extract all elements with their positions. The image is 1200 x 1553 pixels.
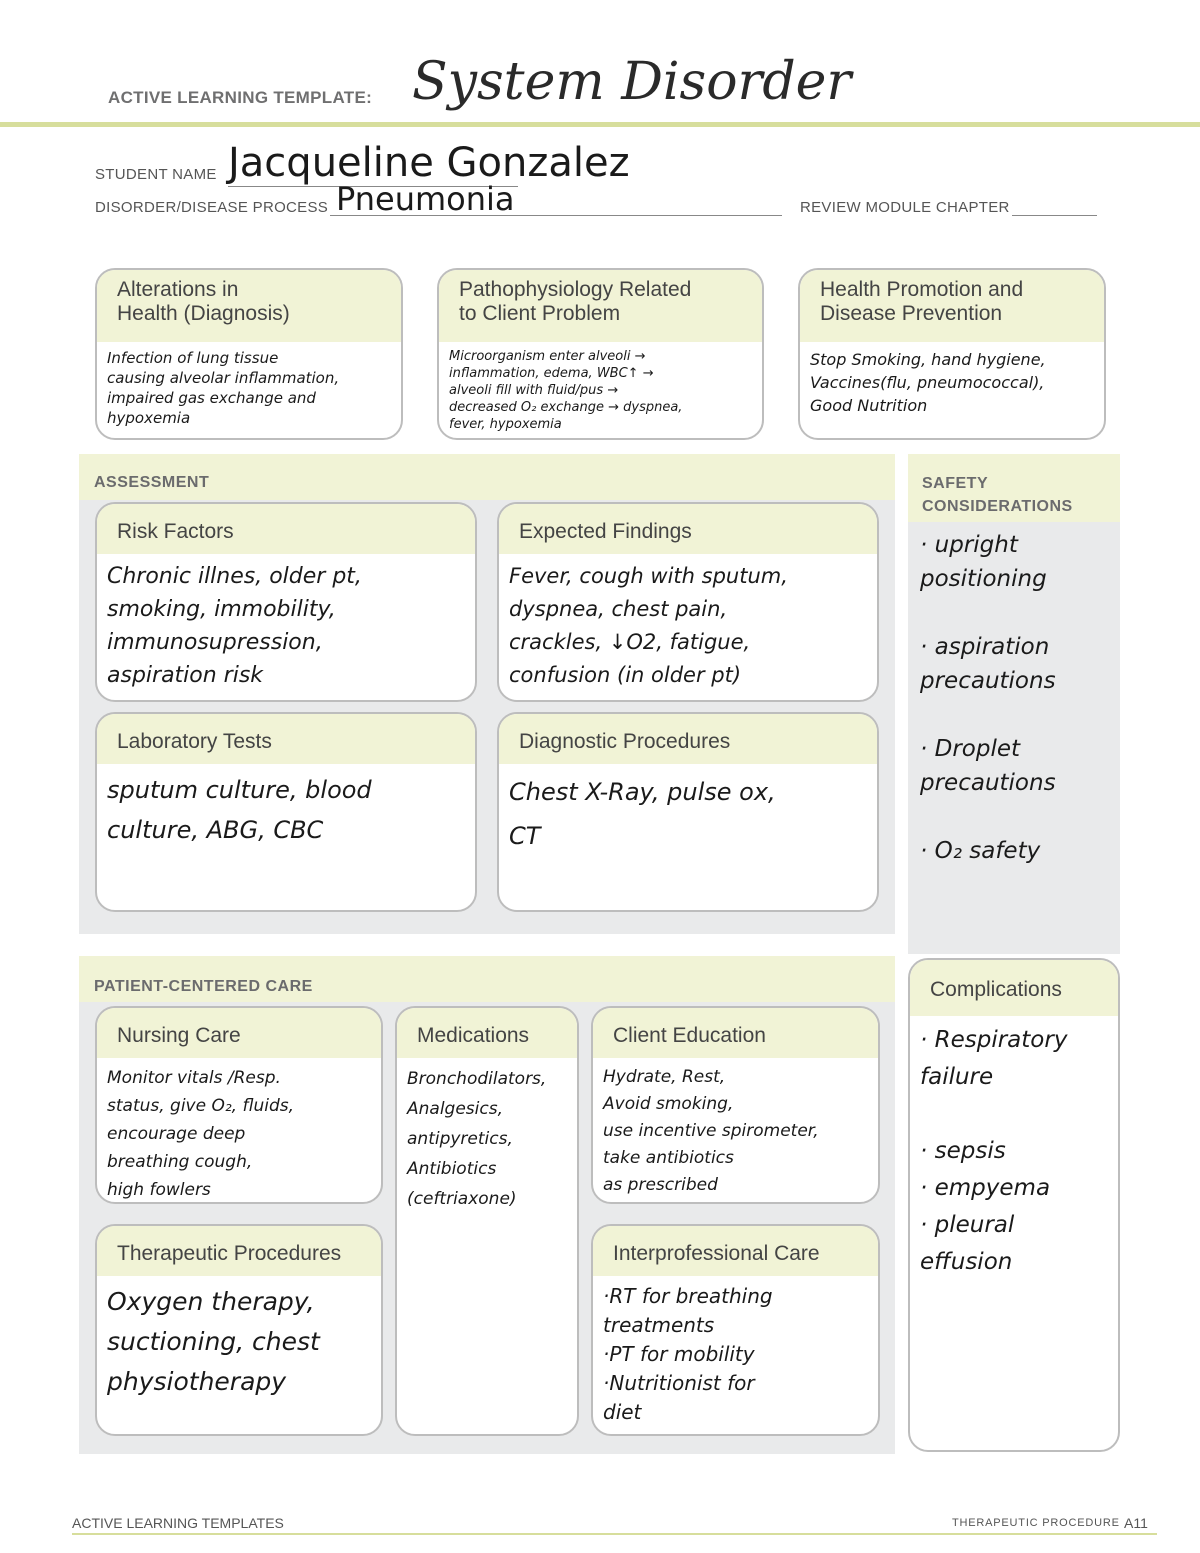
complications-title: Complications	[910, 960, 1118, 1016]
interprofessional-care-content: ·RT for breathing treatments ·PT for mobility ·Nutritionist for diet	[603, 1284, 773, 1424]
client-education-content: Hydrate, Rest, Avoid smoking, use incentive spirometer, take antibiotics as prescribed	[603, 1067, 819, 1195]
safety-label: SAFETY CONSIDERATIONS	[922, 475, 1073, 515]
footer-left: ACTIVE LEARNING TEMPLATES	[72, 1515, 284, 1531]
expected-findings-title: Expected Findings	[499, 504, 877, 554]
footer-rule	[72, 1533, 1157, 1535]
safety-content: · upright positioning · aspiration precautions · Droplet precautions · O₂ safety	[920, 532, 1056, 864]
template-prefix: ACTIVE LEARNING TEMPLATE:	[108, 88, 373, 107]
risk-factors-box	[95, 502, 477, 702]
nursing-care-box	[95, 1006, 383, 1204]
diagnostic-procedures-content: Chest X-Ray, pulse ox, CT	[509, 778, 776, 850]
health-promotion-content: Stop Smoking, hand hygiene, Vaccines(flu, pneumococcal), Good Nutrition	[810, 350, 1046, 415]
risk-factors-title: Risk Factors	[97, 504, 475, 554]
expected-findings-content: Fever, cough with sputum, dyspnea, chest pain, crackles, ↓O2, fatigue, confusion (in older pt)	[509, 564, 788, 687]
alterations-content: Infection of lung tissue causing alveolar inflammation, impaired gas exchange and hypoxemia	[107, 349, 340, 427]
complications-box	[908, 958, 1120, 1452]
review-chapter-label: REVIEW MODULE CHAPTER	[800, 199, 1010, 216]
diagnostic-procedures-title: Diagnostic Procedures	[499, 714, 877, 764]
nursing-care-content: Monitor vitals /Resp. status, give O₂, fluids, encourage deep breathing cough, high fowlers	[107, 1068, 295, 1200]
expected-findings-box	[497, 502, 879, 702]
therapeutic-procedures-box	[95, 1224, 383, 1436]
lab-tests-title: Laboratory Tests	[97, 714, 475, 764]
therapeutic-procedures-content: Oxygen therapy, suctioning, chest physiotherapy	[107, 1287, 320, 1396]
review-chapter-line	[1012, 215, 1097, 216]
client-education-title: Client Education	[593, 1008, 878, 1058]
pathophysiology-box	[437, 268, 764, 440]
header-rule	[0, 122, 1200, 127]
alterations-box	[95, 268, 403, 440]
complications-content: · Respiratory failure · sepsis · empyema · pleural effusion	[920, 1027, 1068, 1275]
medications-content: Bronchodilators, Analgesics, antipyretics, Antibiotics (ceftriaxone)	[407, 1069, 547, 1209]
therapeutic-procedures-title: Therapeutic Procedures	[97, 1226, 381, 1276]
lab-tests-box	[95, 712, 477, 912]
disorder-value: Pneumonia	[336, 180, 515, 218]
medications-title: Medications	[397, 1008, 577, 1058]
patient-care-label: PATIENT-CENTERED CARE	[94, 978, 313, 995]
lab-tests-content: sputum culture, blood culture, ABG, CBC	[107, 776, 372, 844]
client-education-box	[591, 1006, 880, 1204]
nursing-care-title: Nursing Care	[97, 1008, 381, 1058]
footer-right-label: THERAPEUTIC PROCEDURE	[952, 1517, 1120, 1529]
page-title: System Disorder	[412, 52, 852, 112]
pathophysiology-content: Microorganism enter alveoli → inflammation, edema, WBC↑ → alveoli fill with fluid/pus → decreased O₂ exchange → dyspnea, fever, hypoxemia	[449, 349, 683, 432]
health-promotion-box	[798, 268, 1106, 440]
alterations-title: Alterations in Health (Diagnosis)	[97, 270, 401, 342]
disorder-line	[330, 215, 782, 216]
student-name-value: Jacqueline Gonzalez	[228, 140, 630, 186]
diagnostic-procedures-box	[497, 712, 879, 912]
footer-page-number: A11	[1124, 1515, 1148, 1531]
student-name-label: STUDENT NAME	[95, 166, 217, 183]
interprofessional-care-title: Interprofessional Care	[593, 1226, 878, 1276]
disorder-label: DISORDER/DISEASE PROCESS	[95, 199, 329, 216]
pathophysiology-title: Pathophysiology Related to Client Problem	[439, 270, 762, 342]
medications-box	[395, 1006, 579, 1436]
assessment-label: ASSESSMENT	[94, 474, 210, 491]
health-promotion-title: Health Promotion and Disease Prevention	[800, 270, 1104, 342]
risk-factors-content: Chronic illnes, older pt, smoking, immobility, immunosupression, aspiration risk	[107, 564, 362, 688]
interprofessional-care-box	[591, 1224, 880, 1436]
